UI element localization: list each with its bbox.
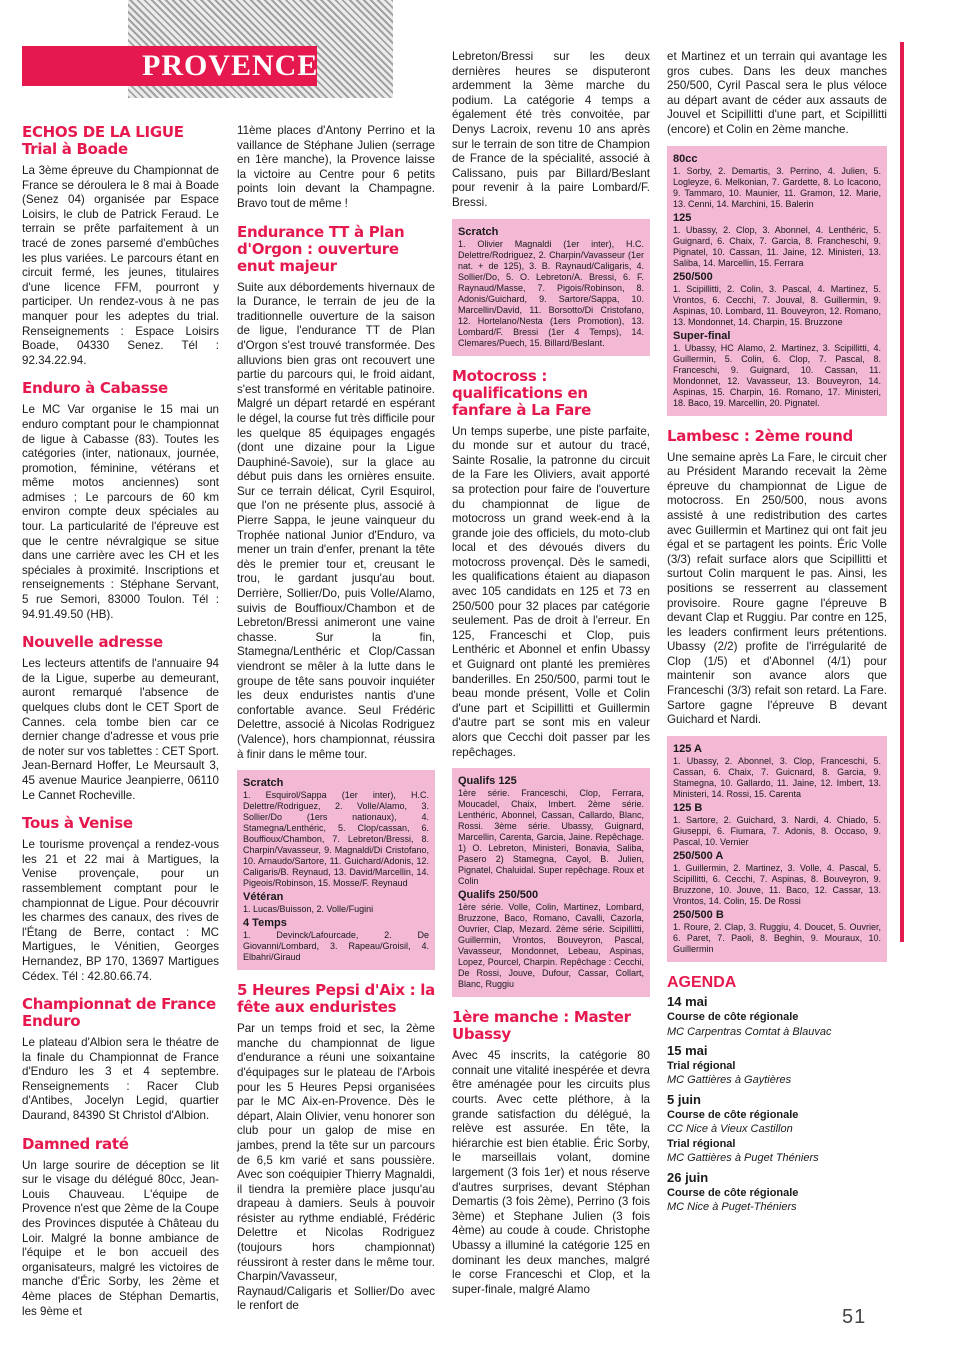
article-text: Un temps superbe, une piste parfaite, du monde sur et autour du tracé, Sainte Rosalie, la patronne du circuit de la Fare les Oliviers, avait apporté sa protection pour faire de l'ouverture du championnat de ligue de motocross un grand week-end à la grande joie des officiels, du moto-club local et des dévoués divers du motocross provençal. Dès le samedi, les qualifications étaient au diapason avec 105 candidats en 125 et 73 en 250/500 pour 32 places par catégorie seulement. Pas de droit à l'erreur. En 125, Franceschi et Clop, puis Lenthéric et Abonnel et enfin Ubassy et Guignard ont planté les premières banderilles. En 250/500, parmi tout le beau monde présent, Volle et Colin d'une part et Scipillitti et Guillermin d'autre part se sont mis en valeur alors que Cecchi doit passer par les repêchages. [452,424,650,759]
results-box [237,770,435,970]
agenda-club: MC Gattières à Gaytières [667,1074,792,1087]
results-heading: Vétéran [243,891,284,904]
results-heading: 125 A [673,742,702,755]
column-4 [667,50,887,1215]
agenda-club: MC Carpentras Comtat à Blauvac [667,1025,832,1038]
results-text: 1. Scipillitti, 2. Colin, 3. Pascal, 4. Martinez, 5. Vrontos, 6. Cecchi, 7. Jouval, 8. Guillermin, 9. Aspinas, 10. Lombard, 11. Bouveyron, 12. Romano, 13. Mondonnet, 14. Charpin, 15. Bruzzone [673,283,881,327]
article-text: Le plateau d'Albion sera le théatre de la finale du Championnat de France d'Enduro les 3 et 4 septembre. Renseignements : Racer Club d'Antibes, Jocelyn Legid, quartier Daurand, 84390 St Christol d'Albion. [22,1036,219,1123]
results-text: 1. Olivier Magnaldi (1er inter), H.C. Delettre/Rodriguez, 2. Charpin/Vavasseur (1er nat. + de 125), 3. B. Raynaud/Caligaris, 4. Sollier/Do, 5. O. Lebreton/A. Bressi, 6. F. Raynaud/Masse, 7. Pigois/Robinson, 8. Adonis/Guichard, 9. Sartore/Sappa, 10. Marcellin/David, 11. Borsotto/Di Cristofano, 12. Hortelano/Nesta (1ers Promotion), 13. Lombard/F. Bressi (1er 4 Temps), 14. Clemares/Puech, 15. Billard/Beslant. [458,238,644,348]
agenda-club: CC Nice à Vieux Castillon [667,1123,793,1136]
results-heading: Super-final [673,329,731,342]
results-text: 1ère série. Franceschi, Clop, Ferrara, Moucadel, Chaix, Imbert. 2ème série. Lenthéric, Abonnel, Cassan, Callardo, Blanc, Rossi. 3ème série. Ubassy, Guignard, Marcellin, Carenta, Garcia, Jaine. Repêchage. 1) O. Lebreton, Ministeri, Bonavia, Saliba, Pasero 2) Stamegna, Cayol, B. Julien, Pignatel, Chaluidal. Super repêchage. Roux et Colin [458,788,644,887]
article-title: Endurance TT à Plan d'Orgon : ouverture enut majeur [237,222,405,275]
agenda-event: Trial régional [667,1137,736,1150]
article-text: 11ème places d'Antony Perrino et la vaillance de Stéphane Julien (serrage en 1ère manche), la Provence laisse la victoire au Centre pour 6 petits points loin devant la Champagne. Bravo tout de même ! [237,124,435,210]
article-title: Damned raté [22,1134,129,1153]
agenda-club: MC Nice à Puget-Théniers [667,1201,797,1214]
results-box [667,736,887,962]
results-text: 1. Ubassy, 2. Abonnel, 3. Clop, Franceschi, 5. Cassan, 6. Chaix, 7. Guicnard, 8. Garcia, 9. Stamegna, 10. Gallardo, 11. Jaine, 12. Imbert, 13. Ministeri, 14. Rossi, 15. Carenta [673,755,881,799]
column-3 [452,50,650,1299]
agenda-club: MC Gattières à Puget Théniers [667,1152,819,1165]
article-title: ECHOS DE LA LIGUE Trial à Boade [22,123,184,158]
agenda-date: 15 mai [667,1043,708,1059]
agenda-title: AGENDA [667,973,737,991]
results-heading: Qualifs 250/500 [458,889,539,902]
results-heading: 4 Temps [243,917,287,930]
column-1 [22,112,219,1321]
article-title: 1ère manche : Master Ubassy [452,1008,631,1044]
section-title: PROVENCE [142,49,319,82]
article-title: Championnat de France Enduro [22,995,216,1031]
agenda-date: 5 juin [667,1092,701,1107]
results-box [452,768,650,997]
article-text: Suite aux débordements hivernaux de la Durance, le terrain de jeu de la traditionnelle ouverture de la saison de ligue, l'endurance TT de Plan d'Orgon s'est trouvé transformée. Des alluvions bien gras ont recouvert une partie du parcours qui, le froid aidant, s'est transformé en véritable patinoire. Malgré un départ retardé en espérant le dégel, la course fut très difficile pour les quelque 85 équipages engagés (dont une dizaine pour la Ligue Dauphiné-Savoie), sur la glace au début puis dans les ornières ensuite. Sur ce terrain délicat, Cyril Esquirol, que l'on ne présente plus, associé à Pierre Sappa, le jeune vainqueur du Trophée national Junior d'Enduro, va mener un train d'enfer, prenant la tête dès le premier tour et, creusant le trou, le gardant jusqu'au bout. Derrière, Sollier/Do, puis Volle/Alamo, suivis de Bouffioux/Chambon et de Lebreton/Bressi animeront une vaine chasse. Sur la fin, Stamegna/Lenthéric et Clop/Cassan viendront se mêler à la lutte dans le groupe de tête sans pouvoir inquiéter les deux enduristes nantis d'une confortable avance. Seul Frédéric Delettre, associé à Nicolas Rodriguez (Valence), hors championnat, réussira à finir dans le même tour. [237,280,435,761]
article-text: Les lecteurs attentifs de l'annuaire 94 de la Ligue, superbe au demeurant, auront remarqué l'absence de quelques clubs dont le CET Sport de Cannes. cela tombe bien car ce dernier change d'adresse et vous prie de noter sur vos tablettes : CET Sport. Jean-Bernard Hoffer, Le Meursault 3, 45 avenue Maurice Jeanpierre, 06110 Le Cannet Rocheville. [22,657,219,802]
page-number: 51 [842,1306,867,1328]
results-text: 1. Ubassy, HC Alamo, 2. Martinez, 3. Scipillitti, 4. Guillermin, 5. Colin, 6. Clop, 7. Pascal, 8. Franceschi, 9. Guignard, 10. Cassan, 11. Mondonnet, 12. Vavasseur, 13. Bouveyron, 14. Aspinas, 15. Charpin, 16. Romano, 17. Ministeri, 18. Baco, 19. Marcellin, 20. Pignatel. [673,342,881,408]
results-text: 1. Sartore, 2. Guichard, 3. Nardi, 4. Chiado, 5. Giuseppi, 6. Fiumara, 7. Adonis, 8. Occaso, 9. Pascal, 10. Vernier [673,814,881,847]
article-text: et Martinez et un terrain qui avantage les gros cubes. Dans les deux manches 250/500, Cyril Pascal sera le plus véloce au départ avant de céder aux assauts de Jouvel et Scipillitti d'une part, et Scipillitti (encore) et Colin en 2ème manche. [667,50,887,136]
article-text: Avec 45 inscrits, la catégorie 80 connait une vitalité inespérée et devra être aménagée pour les circuits plus courts. Avec cette pléthore, à la grande satisfaction du délégué, la relève est assurée. En tête, la hiérarchie est bien établie. Éric Sorby, le marseillais volant, domine largement (3 fois 1er) et nous réserve d'autres surprises, devant Stéphan Demartis (3 fois 2ème), Perrino (3 fois 3ème) et Stephane Julien (3 fois 4ème) au coude à coude. Christophe Ubassy a illuminé la catégorie 125 en dominant les deux manches, malgré le corse Franceschi et Clop, et la super-finale, malgré Alamo [452,1049,650,1296]
results-text: 1. Roure, 2. Clap, 3. Ruggiu, 4. Doucet, 5. Ouvrier, 6. Paret, 7. Paoli, 8. Beghin, 9. Mouraux, 10. Guillermin [673,921,881,954]
article-title: Lambesc : 2ème round [667,426,853,445]
article-text: Le tourisme provençal a rendez-vous les 21 et 22 mai à Martigues, la Venise provençale, pour un rassemblement comptant pour le championnat de Ligue. Pour découvrir les charmes des canaux, des rives de l'Étang de Berre, contact : MC Martigues, le Vénitien, Georges Hernandez, BP 170, 13697 Martigues Cédex. Tél : 42.80.66.74. [22,838,219,983]
results-text: 1. Devinck/Lafourcade, 2. De Giovanni/Lombard, 3. Rapeau/Groisil, 4. Elbahri/Giraud [243,930,429,963]
results-heading: Qualifs 125 [458,775,517,788]
results-text: 1. Lucas/Buisson, 2. Volle/Fugini [243,904,374,915]
results-heading: 125 [673,211,692,224]
section-banner [22,46,317,86]
agenda-event: Course de côte régionale [667,1108,799,1121]
article-text: Une semaine après La Fare, le circuit cher au Président Marando recevait la 2ème épreuve du championnat de Ligue de motocross. En 250/500, nous avons assisté à une redistribution des cartes avec Guillermin et Martinez qui ont fait jeu égal et se partagent les points. Éric Volle (3/3) refait surface alors que Scipillitti et surtout Colin marquent le pas. Ainsi, les positions se resserrent au classement provisoire. Roure gagne l'épreuve B devant Clap et Ruggiu. Par contre en 125, les leaders confirment leurs prétentions. Ubassy (2/2) profite de l'irrégularité de Clop (1/5) et d'Abonnel (4/1) pour maintenir son avance alors que Franceschi (3/3) refait son retard. La Fare. Sartore gagne l'épreuve B devant Guichard et Nardi. [667,450,887,727]
article-title: Motocross : qualifications en fanfare à La Fare [452,366,591,419]
results-text: 1. Guillermin, 2. Martinez, 3. Volle, 4. Pascal, 5. Scipillitti, 6. Cecchi, 7. Aspinas, 8. Bouveyron, 9. Bruzzone, 10. Jouve, 11. Baco, 12. Cassar, 13. Vrontos, 14. Colin, 15. De Rossi [673,862,881,906]
article-text: Le MC Var organise le 15 mai un enduro comptant pour le championnat de ligue à Cabasse (83). Toutes les catégories (inter, nationaux, journée, promotion, féminine, vétérans et même motos anciennes) sont admises ; Le parcours de 60 km environ compte deux spéciales au tour. La particularité de l'épreuve est que le centre névralgique se situe dans une carrière avec les CH et les spéciales à proximité. Inscriptions et renseignements : Stéphane Servant, 5 rue Semori, 83000 Toulon. Tél : 94.91.49.50 (HB). [22,403,219,621]
agenda-event: Course de côte régionale [667,1011,799,1024]
results-heading: 250/500 [673,270,713,283]
article-title: 5 Heures Pepsi d'Aix : la fête aux enduristes [237,981,435,1017]
right-rule [900,42,904,942]
article-text: Par un temps froid et sec, la 2ème manche du championnat de ligue d'endurance a réuni une soixantaine d'équipages sur le plateau de l'Arbois pour les 5 Heures Pepsi organisées par le MC Aix-en-Provence. Dès le départ, Alain Olivier, venu honorer son club pour un galop de mise en jambes, prend la tête sur un parcours de 6,5 km varié et sans poussière. Avec son coéquipier Thierry Magnaldi, il tiendra la première place jusqu'au drapeau à damiers. Seuls à pouvoir résister au rythme endiablé, Frédéric Delettre et Nicolas Rodriguez (toujours hors championnat) réussiront à rester dans le même tour. Charpin/Vavasseur, Raynaud/Caligaris et Sollier/Do avec le renfort de [237,1022,435,1313]
article-title: Enduro à Cabasse [22,379,168,398]
agenda-event: Trial régional [667,1059,736,1072]
article-text: La 3ème épreuve du Championnat de France se déroulera le 8 mai à Boade (Senez 04) organisée par Espace Loisirs, le club de Patrick Feraud. Le terrain se prête parfaitement à un tracé de zones parsemé d'embûches les plus variées. Le parcours étant en circuit fermé, les jeunes, titulaires d'une licence FFM, pourront y participer. Un rendez-vous à ne pas manquer pour les adeptes du trial. Renseignements : Espace Loisirs Boade, 04330 Senez. Tél : 92.34.22.94. [22,164,219,367]
results-heading: 250/500 B [673,908,724,921]
results-text: 1. Sorby, 2. Demartis, 3. Perrino, 4. Julien, 5. Logleyze, 6. Melkonian, 7. Gardette, 8. Lo Icacono, 9. Tammaro, 10. Maunier, 11. Gramon, 12. Marie, 13. Cenni, 14. Marchini, 15. Balerin [673,165,881,209]
results-box [452,219,650,356]
results-text: 1. Ubassy, 2. Clop, 3. Abonnel, 4. Lenthéric, 5. Guignard, 6. Chaix, 7. Garcia, 8. Francheschi, 9. Pignatel, 10. Cassan, 11. Jaine, 12. Ministeri, 13. Saliba, 14. Marcellin, 15. Ferrara [673,224,881,268]
results-heading: Scratch [458,225,499,238]
results-text: 1ère série. Volle, Colin, Martinez, Lombard, Bruzzone, Baco, Romano, Cavalli, Cazorla, Ouvrier, Clap, Mezard. 2ème série. Scipillitti, Guillermin, Vrontos, Bouveyron, Pascal, Vavasseur, Mondonnet, Lebeau, Aspinas, Lopez, Pourcel, Charpin. Repêchage : Cecchi, De Rossi, Jouve, Dufour, Cassar, Collart, Blanc, Ruggiu [458,902,644,990]
article-title: Nouvelle adresse [22,633,163,652]
results-heading: 250/500 A [673,849,724,862]
agenda-date: 14 mai [667,994,708,1010]
article-text: Un large sourire de déception se lit sur le visage du délégué 80cc, Jean-Louis Chauveau. L'équipe de Provence n'est que 2ème de la Coupe des Provinces disputée à Château du Loir. Malgré la bonne ambiance de l'équipe et le bon accueil des organisateurs, malgré les victoires de manche d'Éric Sorby, les 2ème et 4ème places de Stéphan Demartis, les 9ème et [22,1158,219,1318]
results-box [667,146,887,416]
results-heading: Scratch [243,777,284,790]
article-text: Lebreton/Bressi sur les deux dernières heures se disputeront ardemment la 3ème marche du podium. La catégorie 4 temps a également été très convoitée, par Denys Lacroix, revenu 10 ans après sur le terrain de son titre de Champion de France de la spécialité, associé à Calissano, puis par Billard/Beslant pour revenir à la paire Lombard/F. Bressi. [452,50,650,209]
results-text: 1. Esquirol/Sappa (1er inter), H.C. Delettre/Rodriguez, 2. Volle/Alamo, 3. Sollier/Do (1ers nationaux), 4. Stamegna/Lenthéric, 5. Clop/cassan, 6. Bouffioux/Chambon, 7. Lebreton/Bressi, 8. Charpin/Vavasseur, 9. Magnaldi/Di Cristofano, 10. Arnaudo/Sartore, 11. Guichard/Adonis, 12. Caligaris/B. Reynaud, 13. David/Marcellin, 14. Pigeois/Robinson, 15. Mosse/F. Reynaud [243,790,429,889]
column-2 [237,124,435,1316]
article-title: Tous à Venise [22,814,133,833]
agenda-event: Course de côte régionale [667,1186,799,1199]
results-heading: 80cc [673,152,698,165]
results-heading: 125 B [673,801,703,814]
agenda-date: 26 juin [667,1169,709,1185]
